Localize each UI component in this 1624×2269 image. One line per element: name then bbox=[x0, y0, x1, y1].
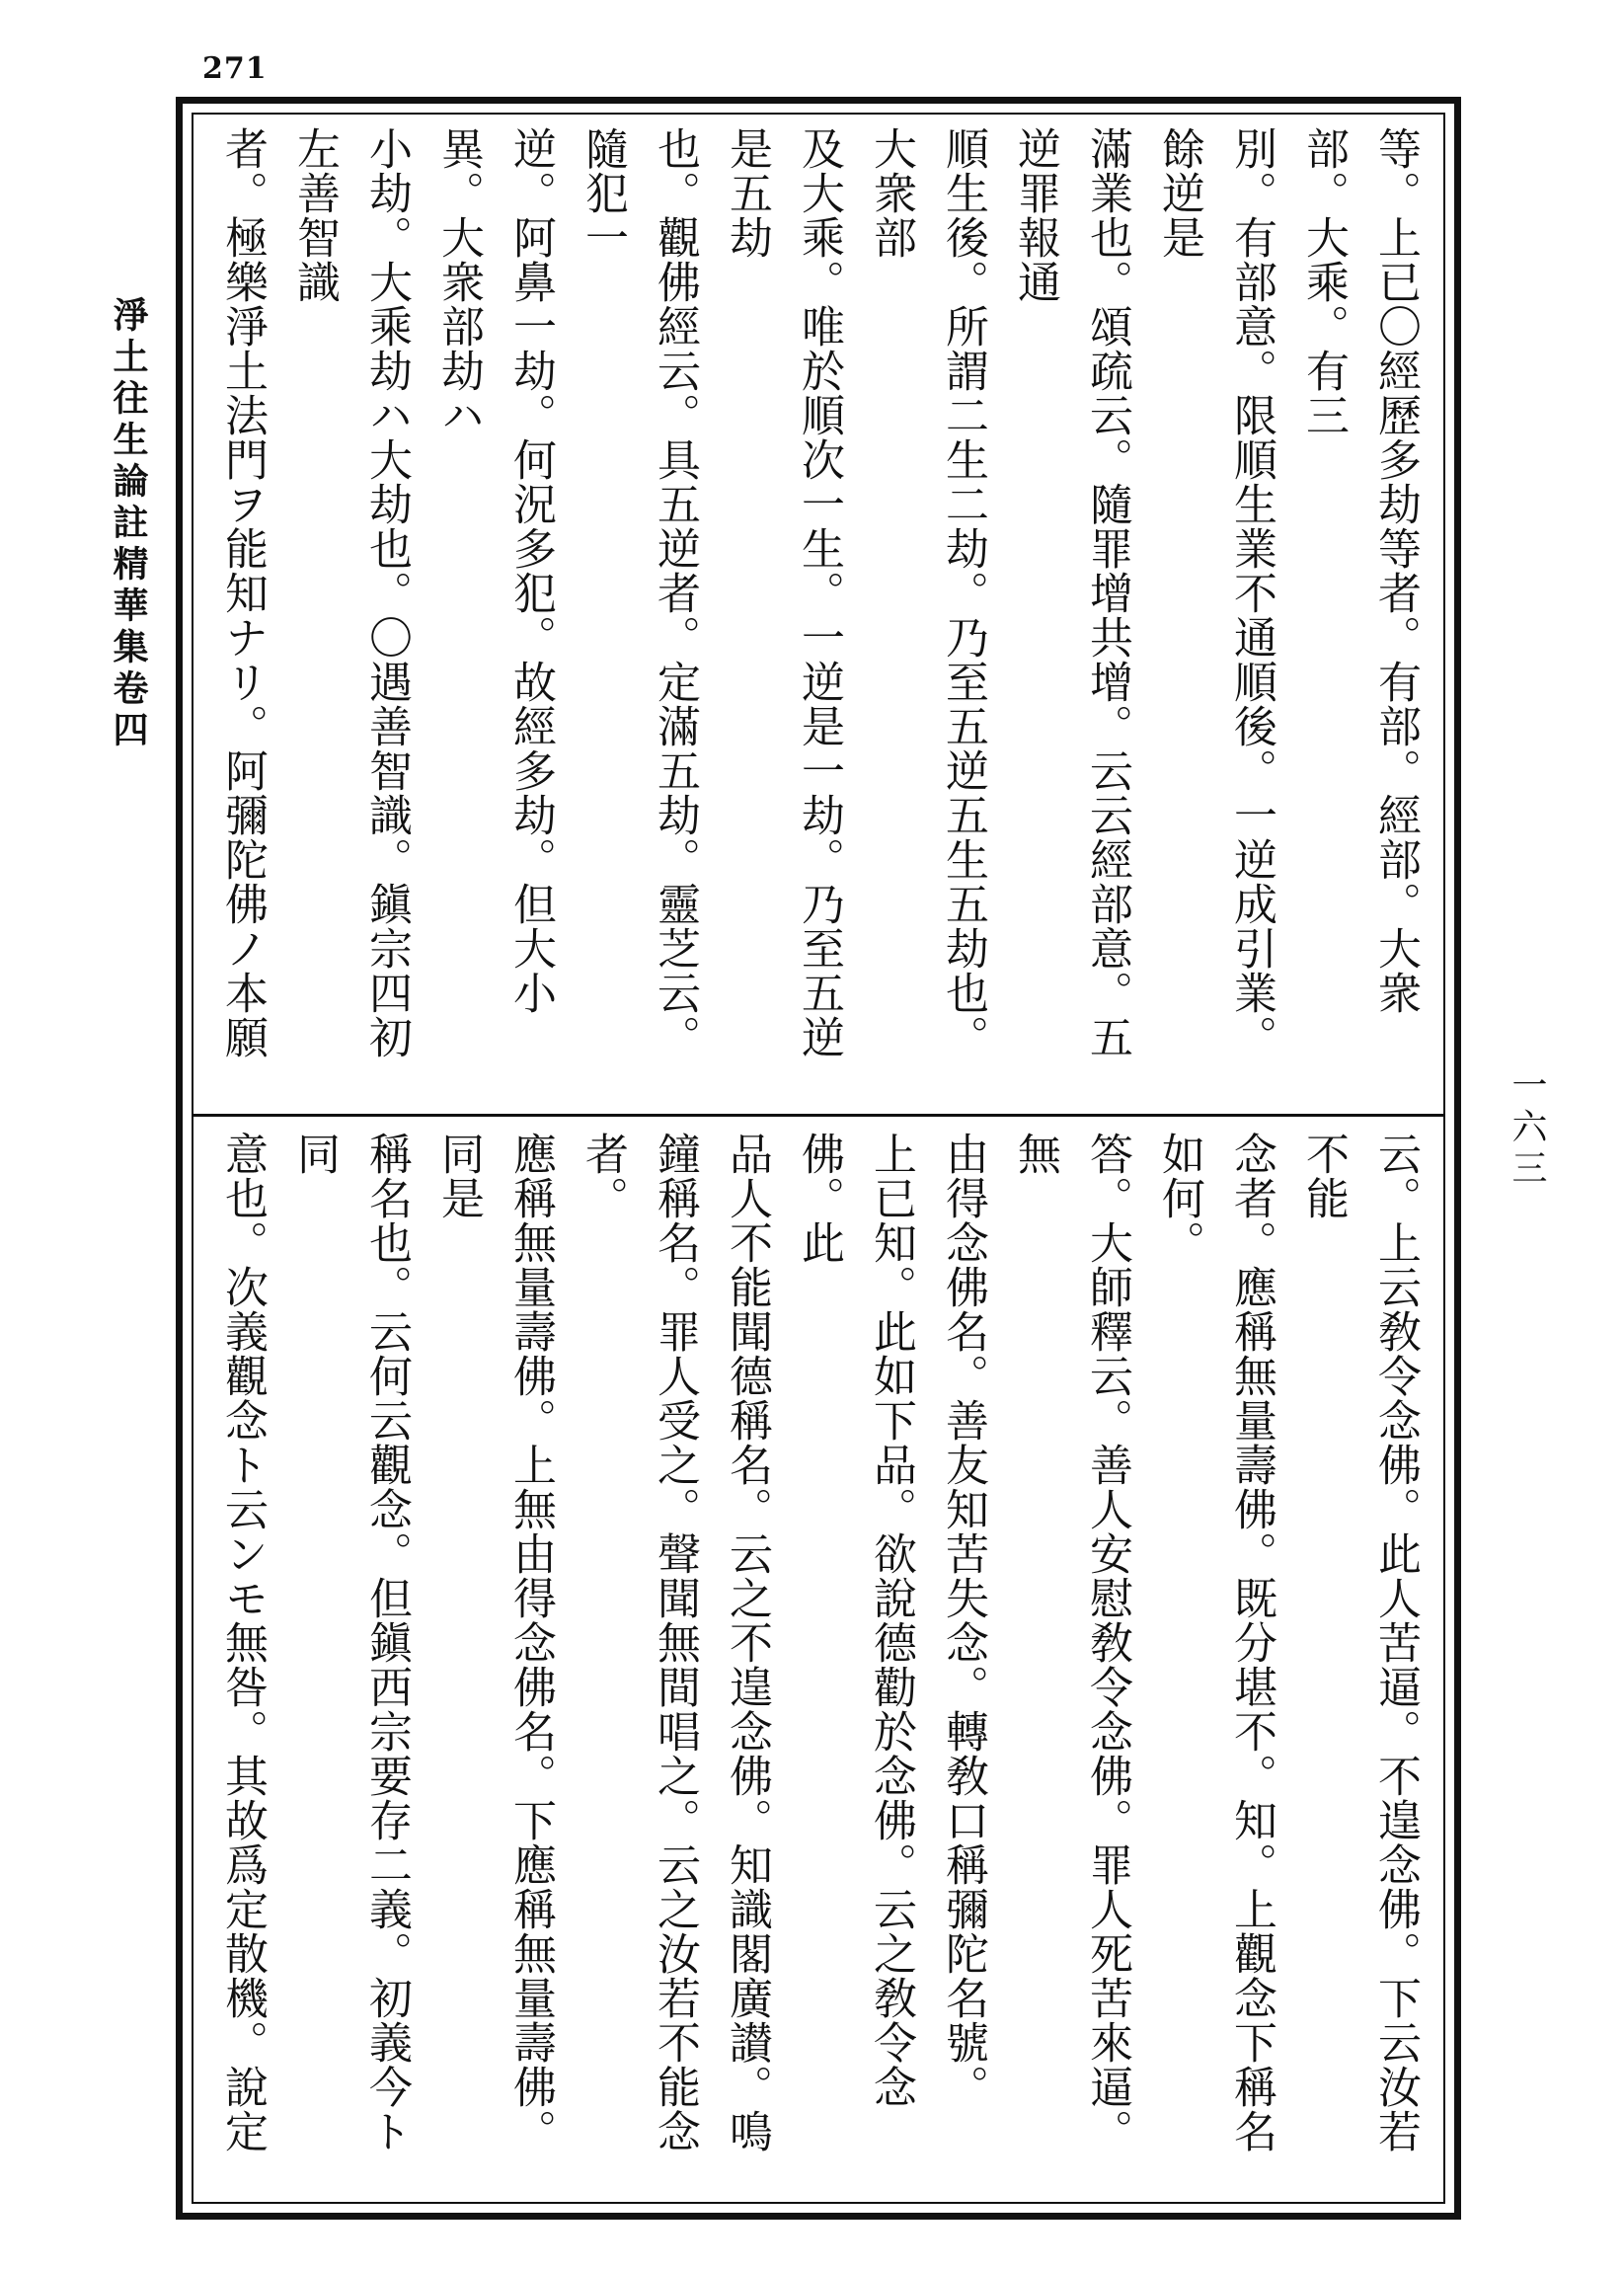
text-column: 逆。阿鼻一劫。何況多犯。故經多劫。但大小異。大衆部劫ハ bbox=[433, 126, 556, 1015]
text-column: 應稱無量壽佛。上無由得念佛名。下應稱無量壽佛。同是 bbox=[433, 1132, 556, 2153]
text-column: 品人不能聞德稱名。云之不遑念佛。知識閣廣讃。鳴 bbox=[722, 1132, 772, 2153]
text-column: 上已知。此如下品。欲說德勸於念佛。云之敎令念佛。此 bbox=[794, 1132, 916, 2109]
text-column: 鐘稱名。罪人受之。聲聞無間唱之。云之汝若不能念者。 bbox=[578, 1132, 700, 2153]
text-column: 念者。應稱無量壽佛。既分堪不。知。上觀念下稱名如何。 bbox=[1154, 1132, 1276, 2153]
upper-text-block bbox=[207, 126, 1431, 1099]
page-number: 271 bbox=[202, 51, 268, 86]
text-column: 答。大師釋云。善人安慰敎令念佛。罪人死苦來逼。無 bbox=[1010, 1132, 1132, 2153]
text-column: 者。極樂淨土法門ヲ能知ナリ。阿彌陀佛ノ本願 bbox=[217, 126, 268, 1059]
lower-text-block bbox=[207, 1132, 1431, 2188]
running-title: 淨土往生論註精華集卷四 bbox=[108, 296, 149, 752]
text-column: 順生後。所謂二生二劫。乃至五逆五生五劫也。大衆部 bbox=[866, 126, 988, 1059]
text-column: 別。有部意。限順生業不通順後。一逆成引業。餘逆是 bbox=[1154, 126, 1276, 1059]
text-column: 由得念佛名。善友知苦失念。轉敎口稱彌陀名號。 bbox=[938, 1132, 988, 2109]
text-column: 也。觀佛經云。具五逆者。定滿五劫。靈芝云。隨犯一 bbox=[578, 126, 700, 1059]
folio-number: 一六三 bbox=[1507, 1066, 1547, 1191]
text-column: 及大乘。唯於順次一生。一逆是一劫。乃至五逆是五劫 bbox=[722, 126, 844, 1059]
section-divider bbox=[192, 1114, 1445, 1117]
text-column: 小劫。大乘劫ハ大劫也。〇遇善智識。鎭宗四初左善智識 bbox=[289, 126, 412, 1059]
text-column: 意也。次義觀念ト云ンモ無咎。其故爲定散機。說定 bbox=[217, 1132, 268, 2153]
text-column: 云。上云敎令念佛。此人苦逼。不遑念佛。下云汝若不能 bbox=[1298, 1132, 1421, 2153]
text-column: 稱名也。云何云觀念。但鎭西宗要存二義。初義今ト同 bbox=[289, 1132, 412, 2153]
text-column: 等。上已〇經歷多劫等者。有部。經部。大衆部。大乘。有三 bbox=[1298, 126, 1421, 1015]
text-column: 滿業也。頌疏云。隨罪增共增。云云經部意。五逆罪報通 bbox=[1010, 126, 1132, 1059]
